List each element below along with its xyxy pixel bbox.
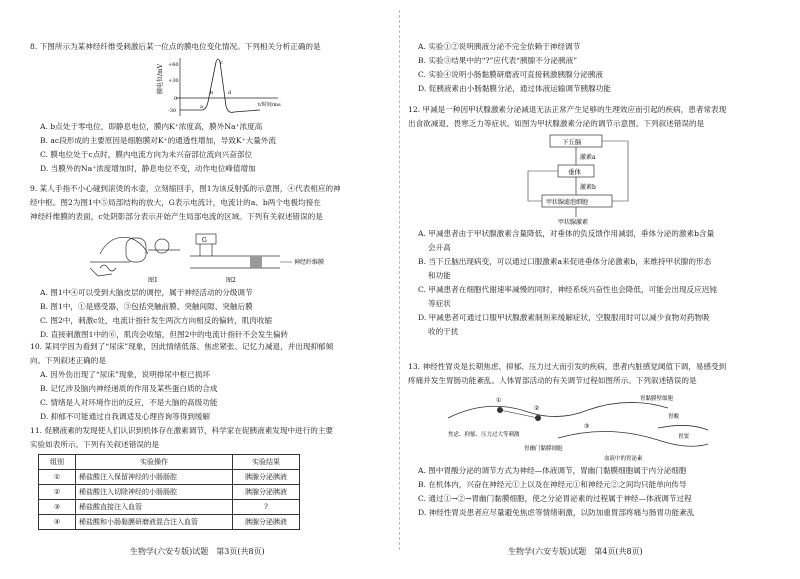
q8-option-b: B. ac段形成的主要原因是细胞膜对K⁺的通透性增加，导致K⁺大量外流 — [40, 136, 276, 145]
table-header: 组别 — [39, 455, 76, 470]
question-11 — [30, 424, 400, 530]
q9-option-b: B. 图1中，①是感受器，③包括突触前膜、突触间隙、突触后膜 — [40, 302, 253, 311]
figure-2-nerve-fiber — [190, 234, 292, 268]
hormone-a-label: 激素a — [580, 154, 596, 161]
q11-option-a: A. 实验①②说明胰液分泌不完全依赖于神经调节 — [418, 42, 581, 51]
figure-1-caption: 图1 — [148, 277, 158, 284]
q10-stem-1: 10. 某同学因为看到了“尿床”现象，因此情绪低落、焦虑紧张、记忆力减退，并出现抑郁倾 — [30, 342, 334, 351]
q13-option-c: C. 通过①→②→胃幽门黏膜细胞，使之分泌胃泌素的过程属于神经—体液调节过程 — [418, 494, 692, 503]
table-row — [39, 500, 300, 515]
box-thyroid-cells: 甲状腺滤泡细胞 — [546, 199, 589, 206]
q13-option-b: B. 在机体内，兴奋在神经元①上以及在神经元①和神经元②之间均只能单向传导 — [418, 480, 687, 489]
figure-2-caption: 图2 — [226, 277, 236, 284]
q9-stem-3: 神经纤维膜的表面，c处阴影部分表示开始产生局部电流的区域。下列有关叙述错误的是 — [30, 212, 323, 221]
page-4-footer: 生物学(六安专版)试题 第4页(共8页) — [508, 547, 643, 556]
q12-option-c-1: C. 甲减患者在细胞代谢速率减慢的同时，神经系统兴奋性也会降低，可能会出现反应迟钝 — [418, 285, 717, 294]
gastric-acid-label: 胃酸 — [668, 414, 680, 420]
ytick: -30 — [168, 108, 177, 114]
q8-option-c: C. 膜电位处于c点时，膜内电流方向为未兴奋部位流向兴奋部位 — [40, 150, 253, 159]
question-13 — [408, 360, 780, 520]
neuron-3-label: ③ — [584, 423, 590, 430]
thyroid-hormone-label: 甲状腺激素 — [558, 219, 589, 226]
q8-option-a: A. b点处于零电位，即静息电位，膜内K⁺浓度高，膜外Na⁺浓度高 — [40, 122, 263, 131]
q12-option-b-2: 和功能 — [428, 271, 451, 280]
ytick: +60 — [168, 62, 179, 68]
nerve-membrane-label: 神经纤维膜 — [294, 259, 325, 266]
table-cell: ? — [233, 500, 300, 515]
neuron-1-label: ① — [496, 397, 502, 404]
ytick: +30 — [168, 78, 179, 84]
q13-stem-2: 疼痛并发生胃肠功能紊乱。人体胃部活动的有关调节过程如图所示。下列叙述错误的是 — [408, 376, 697, 385]
thyroid-regulation-diagram — [408, 131, 780, 227]
table-row — [39, 515, 300, 530]
q12-option-a-1: A. 甲减患者由于甲状腺激素含量降低，对垂体的负反馈作用减弱，垂体分泌的激素b含量 — [418, 229, 715, 238]
q13-stem-1: 13. 神经性胃炎是长期焦虑、抑郁、压力过大而引发的疾病，患者内脏感觉阈值下调，易感受到 — [408, 362, 727, 371]
q9-figures — [30, 224, 400, 286]
hormone-b-label: 激素b — [580, 184, 596, 191]
neuron-2-label: ② — [534, 405, 540, 412]
q11-option-b: B. 实验③结果中的“?”应代表“胰腺不分泌胰液” — [418, 56, 578, 65]
antrum-label: 胃窦 — [678, 434, 690, 440]
table-cell: ① — [39, 470, 76, 485]
stimulus-label: 焦虑、抑郁、压力过大等刺激 — [448, 432, 520, 438]
q13-diagram — [408, 388, 780, 464]
question-10 — [30, 340, 400, 424]
q9-stem-1: 9. 某人手指不小心碰到滚烫的水壶，立刻缩回手，图1为该反射弧的示意图，④代表相应的神 — [30, 184, 341, 193]
parietal-cell-label: 胃黏膜壁细胞 — [640, 396, 674, 402]
q11-option-d: D. 促胰液素由小肠黏膜分泌，通过体液运输调节胰腺功能 — [418, 84, 611, 93]
table-row — [39, 485, 300, 500]
q12-option-b-1: B. 当下丘脑出现病变，可以通过口服激素a来促进垂体分泌激素b，来维持甲状腺的形态 — [418, 257, 712, 266]
q12-option-d-2: 收的干扰 — [428, 327, 459, 336]
q10-option-c: C. 情绪是人对环境作出的反应，不是大脑的高级功能 — [40, 398, 218, 407]
reflex-arc-figures — [30, 224, 400, 286]
box-hypothalamus: 下丘脑 — [562, 138, 582, 146]
table-cell: 稀盐酸注入保留神经的小肠肠腔 — [76, 470, 233, 485]
table-row — [39, 470, 300, 485]
q8-ylabel: 膜电位/mV — [157, 63, 164, 94]
table-cell: 胰腺分泌胰液 — [233, 515, 300, 530]
question-8 — [30, 40, 400, 176]
point-label: a — [200, 104, 203, 110]
q8-xlabel: t/时间/ms — [258, 102, 281, 108]
page-3-footer: 生物学(六安专版)试题 第3页(共8页) — [130, 547, 265, 556]
q12-option-a-2: 会升高 — [428, 243, 451, 252]
potential-curve — [180, 59, 260, 112]
q10-stem-2: 向。下列叙述正确的是 — [30, 356, 106, 365]
table-cell: 稀盐酸直接注入血管 — [76, 500, 233, 515]
q13-option-d: D. 神经性胃炎患者应尽量避免焦虑等情绪刺激，以防加重胃部疼痛与肠胃功能紊乱 — [418, 508, 695, 517]
q9-option-c: C. 图2中，刺激c处，电流计指针发生两次方向相反的偏转，肌肉收缩 — [40, 316, 273, 325]
q9-option-d: D. 直接刺激图1中的⑥，肌肉会收缩，但图2中的电流计指针不会发生偏转 — [40, 330, 289, 339]
q12-stem-2: 出食欲减退、畏寒乏力等症状。如图为甲状腺激素分泌的调节示意图。下列叙述错误的是 — [408, 119, 705, 128]
question-12 — [408, 103, 780, 339]
point-label: d — [228, 90, 232, 96]
membrane-potential-graph — [30, 54, 400, 120]
q10-option-a: A. 因外伤出现了“尿床”现象，说明排尿中枢已损坏 — [40, 370, 210, 379]
box-pituitary: 垂体 — [568, 168, 581, 176]
point-label: b — [210, 90, 214, 96]
q11-stem-1: 11. 促胰液素的发现使人们认识到机体存在激素调节，科学家在促胰液素发现中进行的主要 — [30, 426, 334, 435]
stomach-regulation-diagram — [408, 388, 780, 464]
q12-option-d-1: D. 甲减患者可通过口服甲状腺激素制剂来缓解症状，空腹服用时可以减少食物对药物吸 — [418, 313, 710, 322]
table-cell: 稀盐酸和小肠黏膜研磨液混合注入血管 — [76, 515, 233, 530]
table-header-row — [39, 455, 300, 470]
q12-option-c-2: 等症状 — [428, 299, 451, 308]
galvanometer-label: G — [202, 237, 207, 244]
q10-option-b: B. 记忆涉及脑内神经递质的作用及某些蛋白质的合成 — [40, 384, 218, 393]
pyloric-cell-label: 胃幽门黏膜细胞 — [524, 446, 563, 452]
table-header: 实验操作 — [76, 455, 233, 470]
q12-diagram — [408, 131, 780, 227]
q13-option-a: A. 图中胃酸分泌的调节方式为神经—体液调节，胃幽门黏膜细胞属于内分泌细胞 — [418, 466, 687, 475]
q8-stem: 8. 下图所示为某神经纤维受刺激后某一位点的膜电位变化情况。下列相关分析正确的是 — [30, 42, 321, 51]
table-cell: ② — [39, 485, 76, 500]
table-header: 实验结果 — [233, 455, 300, 470]
q8-graph — [30, 54, 400, 120]
point-label: c — [220, 60, 223, 66]
table-cell: 胰腺分泌胰液 — [233, 470, 300, 485]
question-9 — [30, 182, 400, 342]
q9-option-a: A. 图1中④可以受到大脑皮层的调控，属于神经活动的分级调节 — [40, 288, 253, 297]
q11-experiment-table — [38, 454, 300, 530]
table-cell: ④ — [39, 515, 76, 530]
figure-1-reflex-arc — [90, 237, 180, 276]
table-cell: 稀盐酸注入切除神经的小肠肠腔 — [76, 485, 233, 500]
question-11-options — [408, 40, 780, 96]
q12-stem-1: 12. 甲减是一种因甲状腺激素分泌减退无法正常产生足够的生理效应而引起的疾病，患者常表现 — [408, 105, 727, 114]
table-cell: 胰腺分泌胰液 — [233, 485, 300, 500]
ytick: 0 — [174, 96, 178, 102]
table-cell: ③ — [39, 500, 76, 515]
q10-option-d: D. 抑郁不可能通过自我调适及心理咨询等得到缓解 — [40, 412, 211, 421]
q8-option-d: D. 当膜外的Na⁺浓度增加时，静息电位不变，动作电位峰值增加 — [40, 164, 256, 173]
q9-stem-2: 经中枢。图2为图1中⑤局部结构的放大，G表示电流计，电流计的a、b两个电极均接在 — [30, 198, 321, 207]
q11-stem-2: 实验如表所示。下列有关叙述错误的是 — [30, 440, 160, 449]
gastrin-label: 血液中的胃泌素 — [604, 456, 643, 462]
q11-option-c: C. 实验④说明小肠黏膜研磨液可直接刺激胰腺分泌胰液 — [418, 70, 604, 79]
